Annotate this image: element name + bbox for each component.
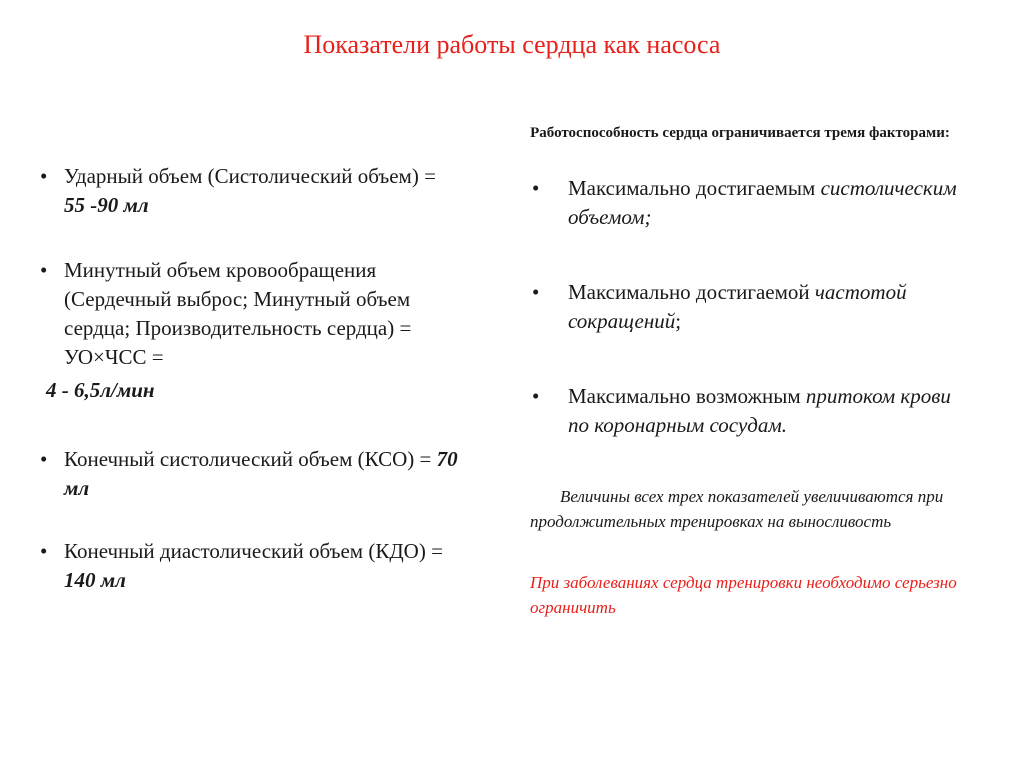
bullet: • [532,384,540,408]
right-column [530,122,960,620]
item-value: 70 мл [64,447,458,500]
item-text: Ударный объем (Систолический объем) = [64,164,436,188]
factor-tail: ; [675,309,682,333]
bullet: • [40,539,48,563]
list-item-minute-volume [40,256,460,372]
factor-emphasis: притоком крови по коронарным сосудам. [568,384,951,437]
item-value: 55 -90 мл [64,193,149,217]
bullet: • [532,176,540,200]
training-note [530,484,960,534]
bullet: • [40,258,48,282]
factor-text: Максимально возможным [568,384,806,408]
item-text: Конечный систолический объем (КСО) = [64,447,437,471]
factors-heading: Работоспособность сердца ограничивается тремя факторами: [530,125,950,141]
factor-item-coronary-flow [530,382,960,440]
item-text: Минутный объем кровообращения (Сердечный выброс; Минутный объем сердца; Производительность сердца) = УО×ЧСС = [64,258,412,369]
left-column [40,162,460,595]
warning-note: При заболеваниях сердца тренировки необходимо серьезно ограничить [530,573,957,617]
item-value: 140 мл [64,568,126,592]
factor-item-heart-rate [530,278,960,336]
page-title: Показатели работы сердца как насоса [303,30,721,59]
note-text: Величины всех трех показателей увеличиваются при продолжительных тренировках на выносливость [530,487,944,531]
list-item-end-systolic-volume [40,445,460,503]
list-item-end-diastolic-volume [40,537,460,595]
minute-volume-value: 4 - 6,5л/мин [46,378,155,402]
bullet: • [40,447,48,471]
bullet: • [40,164,48,188]
item-text: Конечный диастолический объем (КДО) = [64,539,443,563]
factor-text: Максимально достигаемым [568,176,821,200]
bullet: • [532,280,540,304]
factor-emphasis: частотой сокращений [568,280,907,333]
list-item-stroke-volume [40,162,460,220]
factor-text: Максимально достигаемой [568,280,815,304]
factor-item-systolic-volume [530,174,960,232]
factor-emphasis: систолическим объемом; [568,176,957,229]
